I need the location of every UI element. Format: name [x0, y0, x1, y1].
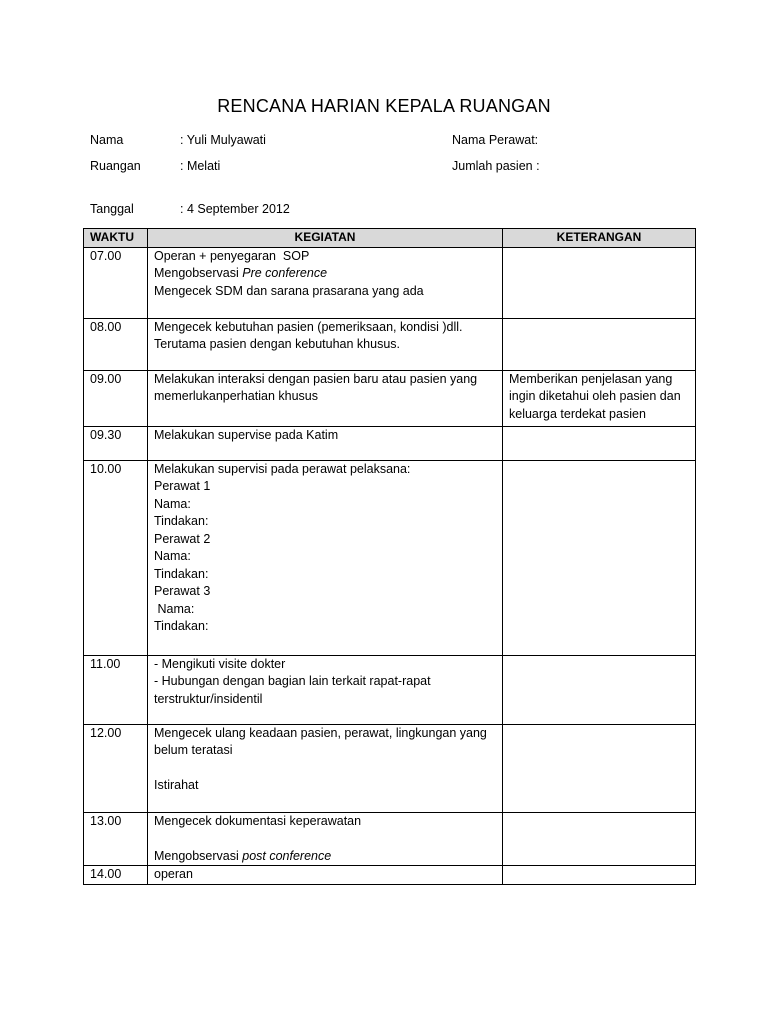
activity-cell [148, 866, 503, 885]
table-row [84, 370, 696, 426]
table-row [84, 724, 696, 812]
jumlah-pasien-label: Jumlah pasien : [452, 159, 540, 173]
nama-perawat-label: Nama Perawat: [452, 133, 539, 147]
table-header-row [84, 229, 696, 248]
activity-line: Tindakan: [154, 566, 209, 581]
table-row [84, 247, 696, 318]
note-cell [503, 866, 696, 885]
activity-italic-term: post conference [242, 848, 332, 863]
tanggal-value: : 4 September 2012 [180, 202, 290, 216]
activity-line: Mengecek SDM dan sarana prasarana yang ada [154, 283, 424, 298]
time-cell: 08.00 [84, 318, 148, 370]
table-row [84, 460, 696, 655]
activity-cell [148, 724, 503, 812]
note-cell [503, 460, 696, 655]
activity-line: - Mengikuti visite dokter [154, 656, 286, 671]
note-cell [503, 370, 696, 426]
activity-line: Mengecek kebutuhan pasien (pemeriksaan, kondisi )dll. [154, 319, 463, 334]
activity-line [154, 760, 496, 778]
activity-line: Perawat 2 [154, 531, 211, 546]
schedule-table [83, 228, 696, 885]
activity-line: Istirahat [154, 778, 199, 792]
activity-line: Tindakan: [154, 619, 209, 633]
ruangan-value: : Melati [180, 159, 221, 173]
activity-cell [148, 655, 503, 724]
activity-line: Nama: [154, 496, 191, 511]
activity-line: Mengecek ulang keadaan pasien, perawat, lingkungan yang [154, 725, 487, 740]
activity-line: Nama: [154, 549, 191, 563]
time-cell: 11.00 [84, 655, 148, 724]
note-cell [503, 318, 696, 370]
time-cell: 14.00 [84, 866, 148, 885]
header-fields [0, 0, 768, 230]
time-cell: 09.00 [84, 370, 148, 426]
activity-line: Melakukan interaksi dengan pasien baru atau pasien yang [154, 371, 478, 386]
column-header-keterangan: KETERANGAN [503, 229, 696, 248]
table-row [84, 318, 696, 370]
activity-line: operan [154, 867, 193, 881]
time-cell: 13.00 [84, 812, 148, 866]
note-cell [503, 247, 696, 318]
activity-line: Nama: [154, 601, 195, 616]
table-row [84, 866, 696, 885]
activity-line: Mengobservasi Pre conference [154, 266, 328, 280]
activity-line: belum teratasi [154, 743, 233, 757]
activity-cell [148, 318, 503, 370]
nama-label: Nama [90, 133, 124, 147]
activity-cell [148, 812, 503, 866]
table-row [84, 655, 696, 724]
activity-line: Melakukan supervise pada Katim [154, 427, 339, 442]
schedule-rows [84, 247, 696, 884]
tanggal-label: Tanggal [90, 202, 134, 216]
table-row [84, 812, 696, 866]
activity-line: Terutama pasien dengan kebutuhan khusus. [154, 337, 401, 351]
table-row [84, 426, 696, 460]
time-cell: 07.00 [84, 247, 148, 318]
note-cell [503, 426, 696, 460]
activity-line: - Hubungan dengan bagian lain terkait rapat-rapat [154, 674, 431, 688]
note-cell [503, 724, 696, 812]
activity-cell [148, 426, 503, 460]
activity-line: Mengobservasi post conference [154, 848, 332, 863]
activity-line: Perawat 3 [154, 584, 211, 598]
activity-line: terstruktur/insidentil [154, 691, 263, 706]
activity-line: Operan + penyegaran SOP [154, 248, 310, 263]
activity-cell [148, 460, 503, 655]
time-cell: 10.00 [84, 460, 148, 655]
activity-line: Mengecek dokumentasi keperawatan [154, 813, 362, 828]
note-cell [503, 812, 696, 866]
note-cell [503, 655, 696, 724]
activity-cell [148, 247, 503, 318]
column-header-kegiatan: KEGIATAN [148, 229, 503, 248]
activity-line: memerlukanperhatian khusus [154, 389, 318, 403]
activity-cell [148, 370, 503, 426]
note-line: keluarga terdekat pasien [509, 406, 646, 421]
column-header-waktu: WAKTU [84, 229, 148, 248]
ruangan-label: Ruangan [90, 159, 141, 173]
nama-value: : Yuli Mulyawati [180, 133, 266, 147]
activity-line: Tindakan: [154, 514, 209, 528]
activity-line: Perawat 1 [154, 479, 211, 493]
time-cell: 12.00 [84, 724, 148, 812]
activity-line [154, 830, 496, 848]
note-line: Memberikan penjelasan yang [509, 371, 673, 386]
document-title: RENCANA HARIAN KEPALA RUANGAN [217, 96, 551, 116]
activity-italic-term: Pre conference [242, 266, 328, 280]
activity-line: Melakukan supervisi pada perawat pelaksana: [154, 461, 411, 476]
time-cell: 09.30 [84, 426, 148, 460]
note-line: ingin diketahui oleh pasien dan [509, 389, 681, 403]
